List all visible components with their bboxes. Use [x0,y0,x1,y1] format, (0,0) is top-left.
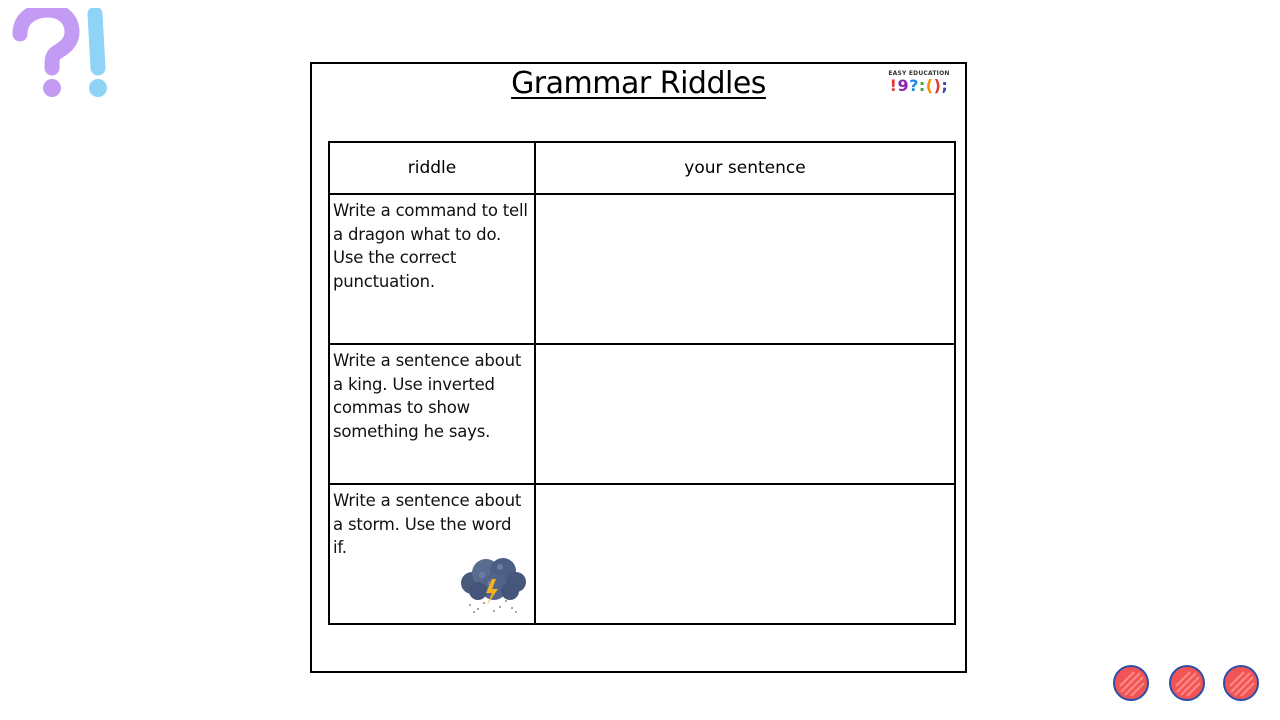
worksheet-title: Grammar Riddles [511,66,766,101]
red-scribble-dot-icon[interactable] [1168,664,1206,702]
logo-text: EASY EDUCATION [888,70,950,77]
storm-cloud-icon [456,553,528,615]
logo-punctuation-marks: !9?:(); [889,76,949,95]
riddles-table [328,141,956,625]
header-riddle: riddle [329,142,535,194]
riddle-text: Write a sentence about a storm. Use the word if. [333,491,522,557]
answer-cell[interactable] [535,344,955,484]
question-exclamation-icon [12,8,112,103]
table-row [329,484,955,624]
red-scribble-dot-icon[interactable] [1222,664,1260,702]
riddle-cell [329,484,535,624]
red-scribble-dot-icon[interactable] [1112,664,1150,702]
worksheet [310,62,967,673]
riddle-cell [329,194,535,344]
answer-cell[interactable] [535,194,955,344]
nav-dots [1112,664,1262,704]
table-row [329,344,955,484]
table-row [329,194,955,344]
riddle-text: Write a sentence about a king. Use inverted commas to show something he says. [333,351,522,441]
riddle-cell [329,344,535,484]
easy-education-logo [884,70,954,100]
riddle-text: Write a command to tell a dragon what to do. Use the correct punctuation. [333,201,528,291]
header-your-sentence: your sentence [535,142,955,194]
answer-cell[interactable] [535,484,955,624]
table-header-row [329,142,955,194]
